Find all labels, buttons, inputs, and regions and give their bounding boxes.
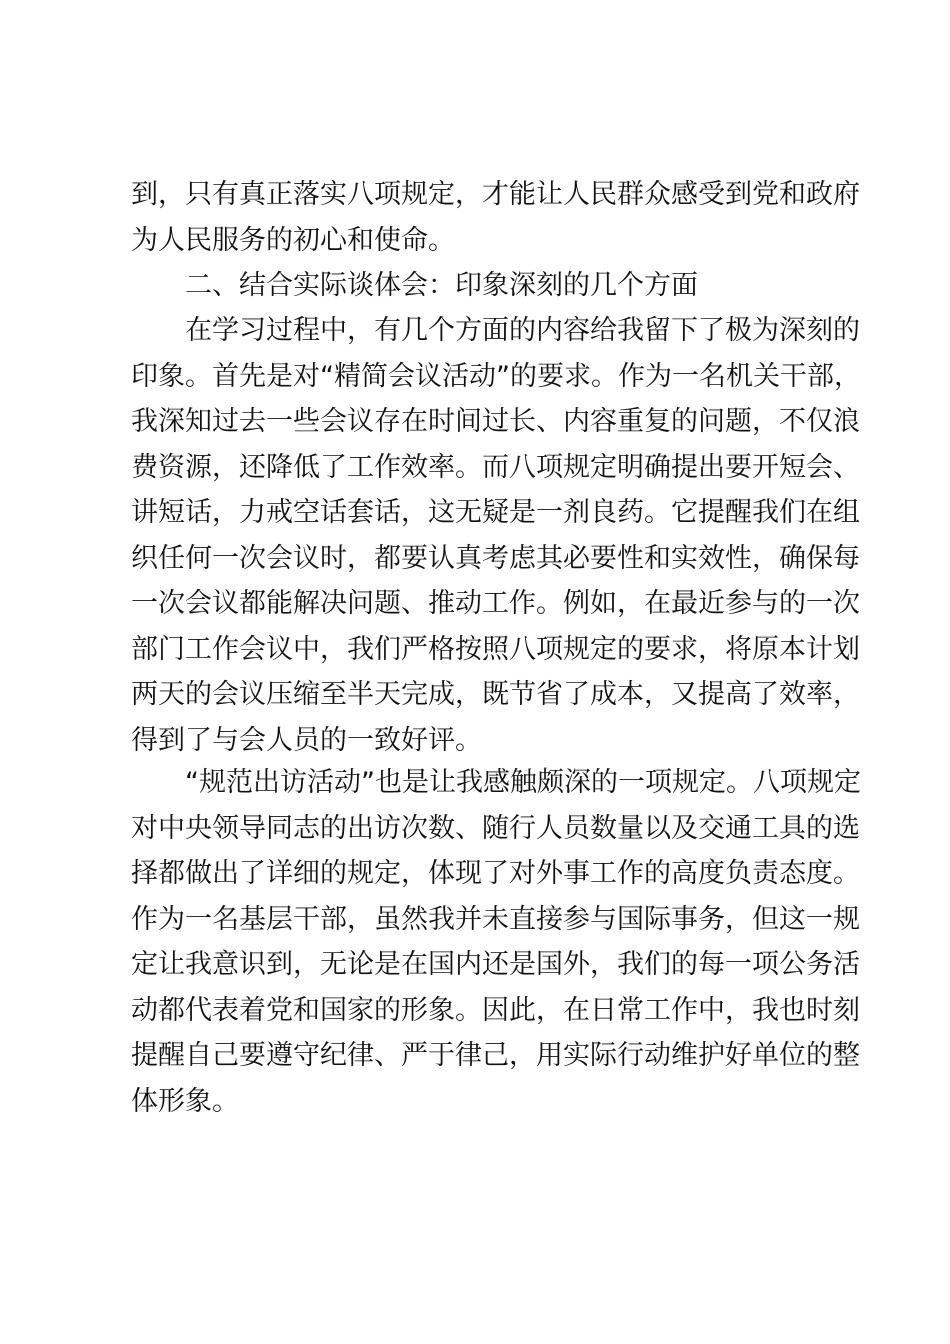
paragraph-line: 我深知过去一些会议存在时间过长、内容重复的问题，不仅浪: [131, 406, 860, 437]
paragraph-line: 费资源，还降低了工作效率。而八项规定明确提出要开短会、: [131, 451, 860, 483]
paragraph-line: 得到了与会人员的一致好评。: [131, 724, 482, 756]
paragraph-line: 讲短话，力戒空话套话，这无疑是一剂良药。它提醒我们在组: [131, 497, 860, 528]
paragraph-line: 择都做出了详细的规定，体现了对外事工作的高度负责态度。: [131, 858, 860, 889]
paragraph-line: 动都代表着党和国家的形象。因此，在日常工作中，我也时刻: [131, 994, 860, 1026]
section-heading: [131, 263, 821, 309]
paragraph-meeting-requirements: [131, 308, 861, 763]
heading-line: 二、结合实际谈体会：印象深刻的几个方面: [185, 270, 698, 301]
paragraph-line: 部门工作会议中，我们严格按照八项规定的要求，将原本计划: [131, 633, 860, 665]
paragraph-line: 两天的会议压缩至半天完成，既节省了成本，又提高了效率，: [131, 679, 860, 710]
paragraph-line: 为人民服务的初心和使命。: [131, 224, 455, 256]
paragraph-line: 到，只有真正落实八项规定，才能让人民群众感受到党和政府: [131, 179, 860, 210]
paragraph-line: 定让我意识到，无论是在国内还是国外，我们的每一项公务活: [131, 949, 860, 980]
paragraph-line: 织任何一次会议时，都要认真考虑其必要性和实效性，确保每: [131, 542, 860, 574]
paragraph-line: 在学习过程中，有几个方面的内容给我留下了极为深刻的: [185, 315, 860, 346]
paragraph-line: “规范出访活动”也是让我感触颇深的一项规定。八项规定: [185, 767, 861, 798]
paragraph-visit-regulations: [131, 760, 861, 1124]
paragraph-continuation: [131, 172, 860, 263]
paragraph-line: 提醒自己要遵守纪律、严于律己，用实际行动维护好单位的整: [131, 1040, 860, 1071]
paragraph-line: 对中央领导同志的出访次数、随行人员数量以及交通工具的选: [131, 812, 860, 844]
paragraph-line: 一次会议都能解决问题、推动工作。例如，在最近参与的一次: [131, 588, 860, 619]
paragraph-line: 印象。首先是对“精简会议活动”的要求。作为一名机关干部，: [131, 360, 861, 392]
paragraph-line: 体形象。: [131, 1085, 239, 1117]
paragraph-line: 作为一名基层干部，虽然我并未直接参与国际事务，但这一规: [131, 903, 860, 935]
